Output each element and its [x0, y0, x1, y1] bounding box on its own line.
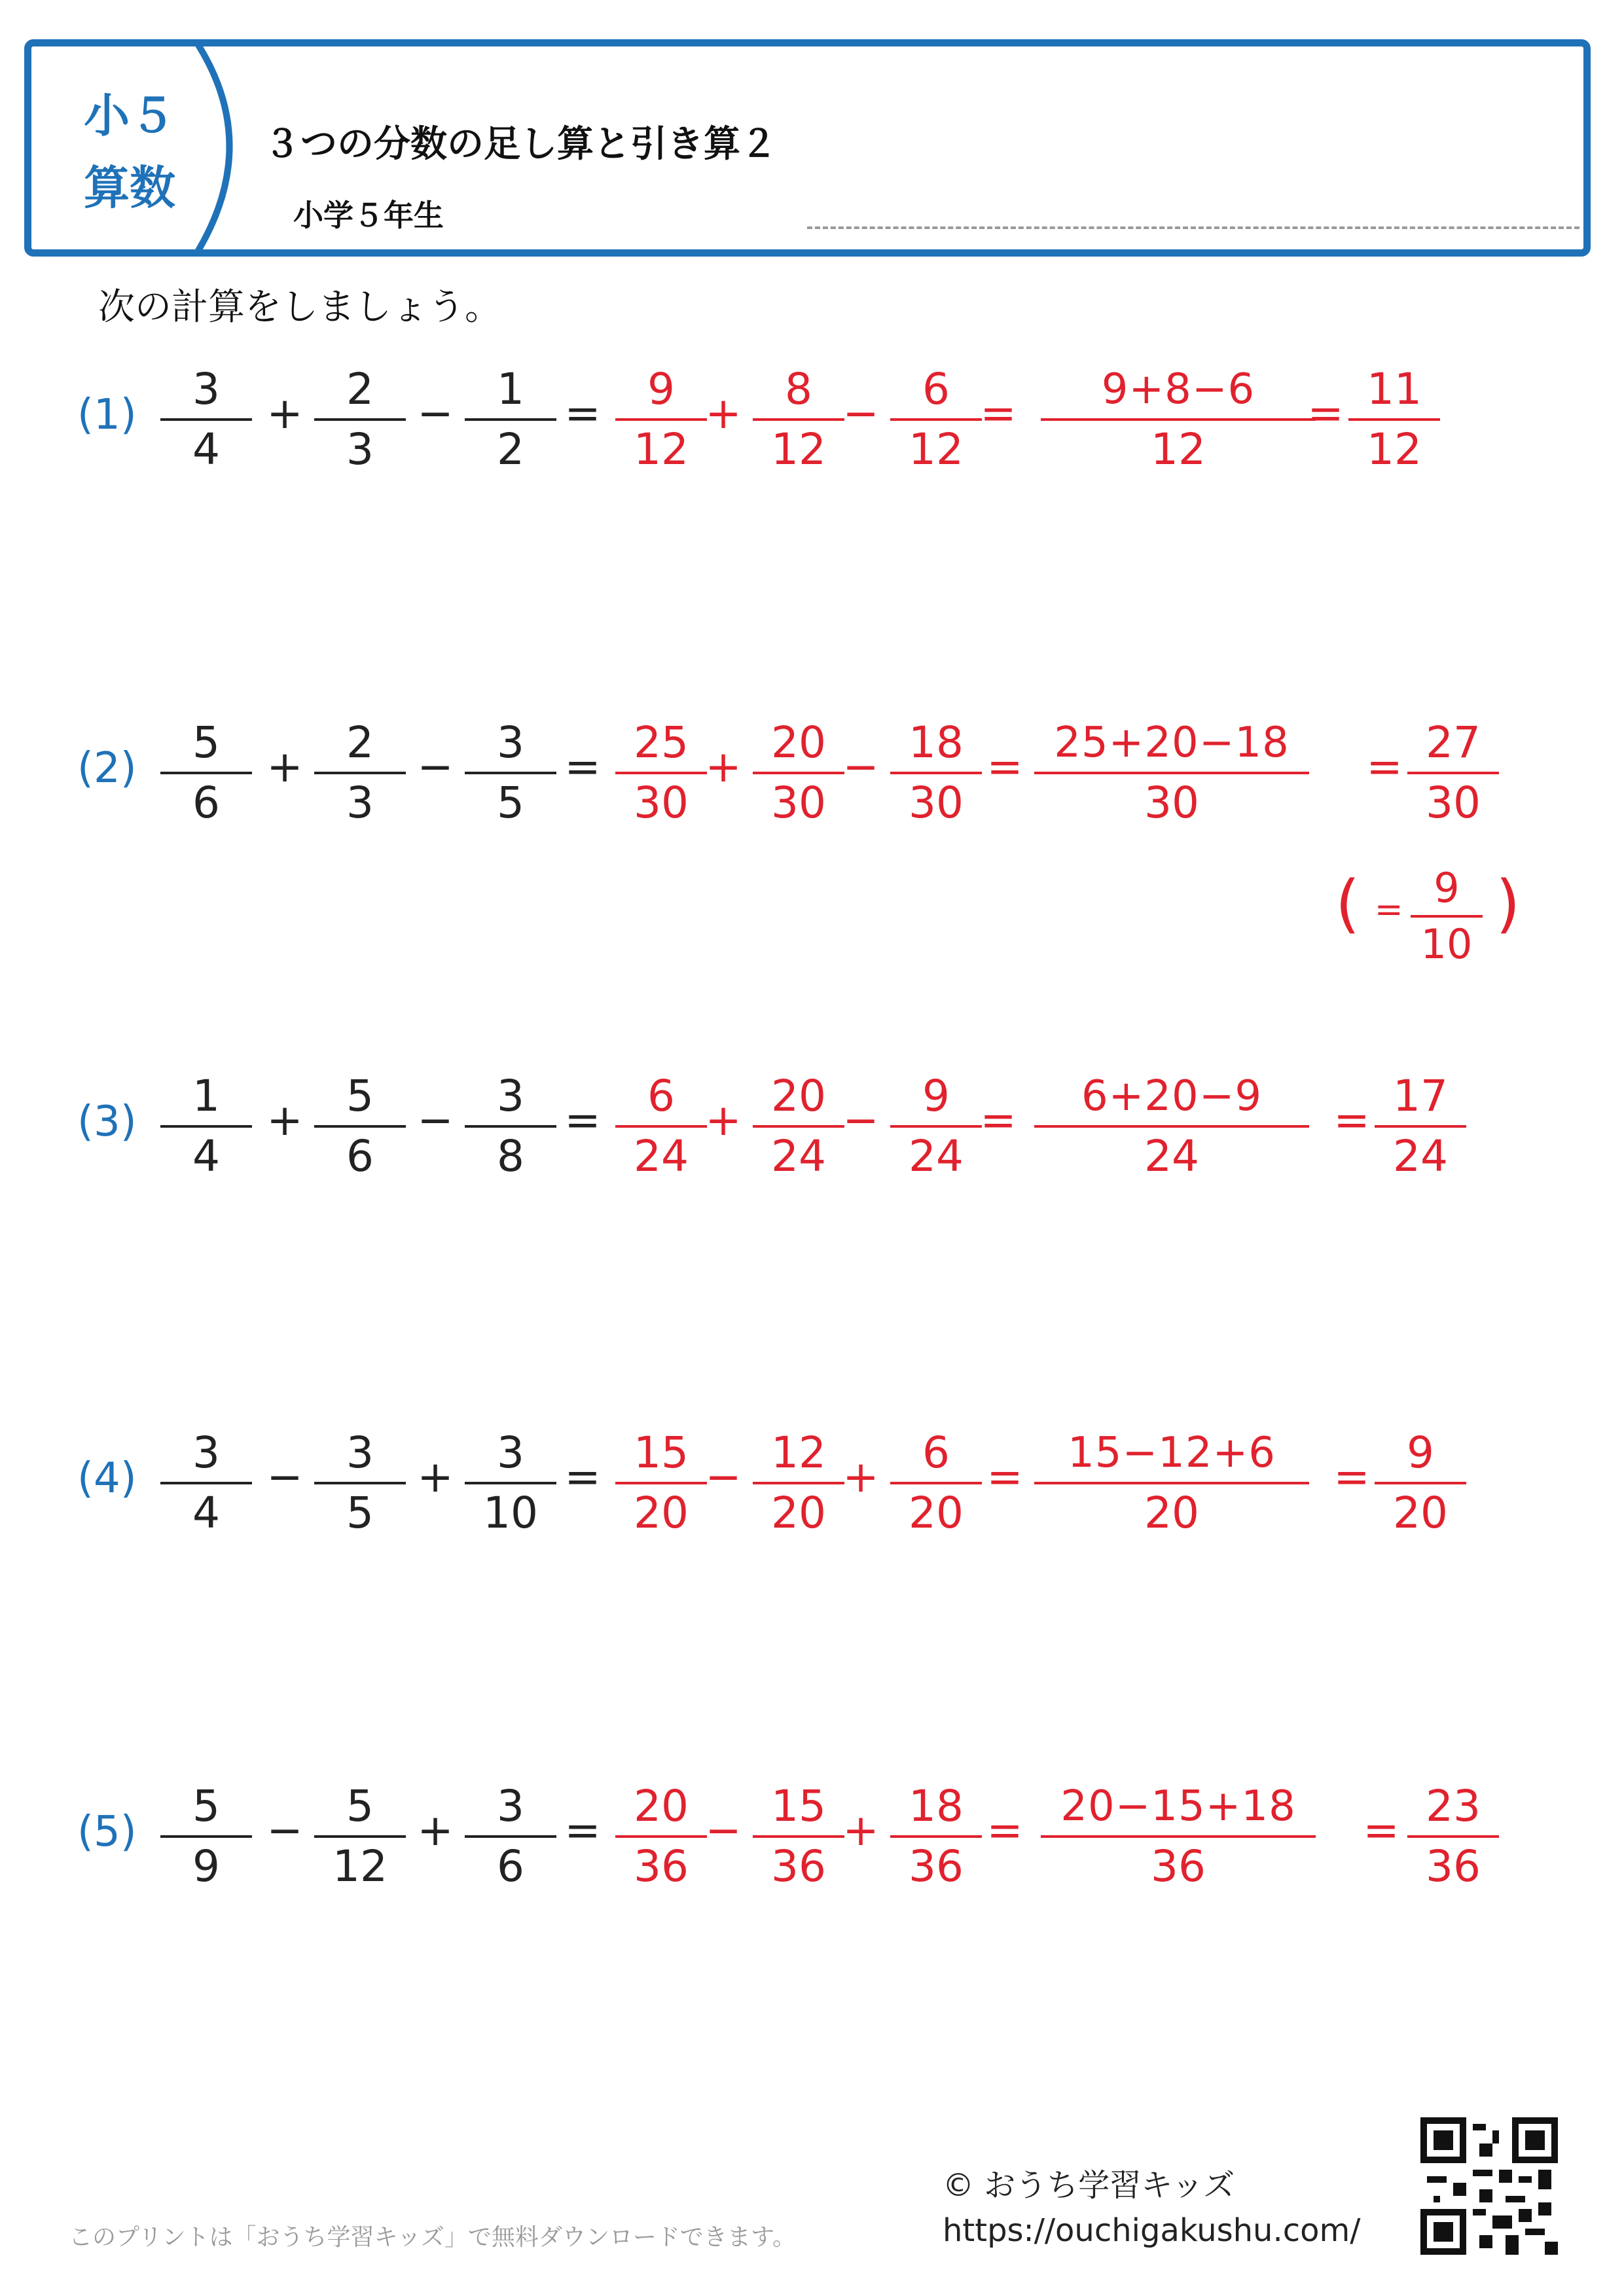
page-title: ３つの分数の足し算と引き算２ — [264, 123, 777, 166]
fraction — [1407, 717, 1499, 829]
fraction — [615, 363, 707, 476]
numerator: 23 — [1426, 1781, 1481, 1831]
numerator: 5 — [192, 1781, 220, 1831]
fraction — [465, 1780, 556, 1893]
fraction-bar — [890, 418, 982, 421]
fraction-bar — [1041, 1835, 1316, 1838]
fraction — [465, 1427, 556, 1539]
fraction — [615, 717, 707, 829]
equals-sign: = — [986, 742, 1023, 792]
fraction — [465, 1070, 556, 1183]
operator: − — [266, 1452, 303, 1502]
denominator: 8 — [497, 1131, 524, 1181]
equals-sign: = — [1333, 1095, 1370, 1145]
fraction-bar — [753, 1125, 844, 1128]
fraction — [1041, 363, 1316, 476]
operator: − — [417, 388, 454, 439]
numerator: 18 — [909, 717, 964, 768]
numerator: 9 — [647, 364, 675, 414]
numerator: 20 — [771, 1071, 826, 1121]
numerator: 3 — [346, 1427, 374, 1478]
denominator: 6 — [192, 778, 220, 828]
fraction-bar — [753, 418, 844, 421]
fraction — [1375, 1070, 1466, 1183]
fraction-bar — [1041, 418, 1316, 421]
denominator: 10 — [1420, 920, 1473, 968]
numerator: 25 — [634, 717, 689, 768]
fraction-bar — [1375, 1125, 1466, 1128]
denominator: 24 — [909, 1131, 964, 1181]
fraction-bar — [1411, 915, 1483, 918]
operator: − — [842, 1095, 879, 1145]
equals-sign: = — [1307, 388, 1344, 439]
fraction — [1407, 1780, 1499, 1893]
fraction-bar — [465, 1482, 556, 1484]
numerator: 20 — [771, 717, 826, 768]
grade-tab-curve — [31, 46, 257, 249]
numerator: 15 — [771, 1781, 826, 1831]
fraction-bar — [615, 1835, 707, 1838]
fraction-bar — [160, 772, 252, 774]
denominator: 24 — [771, 1131, 826, 1181]
subject-label: 算数 — [84, 161, 175, 215]
numerator: 5 — [346, 1071, 374, 1121]
operator: − — [417, 742, 454, 792]
denominator: 36 — [1426, 1841, 1481, 1892]
equals-sign: = — [1363, 1805, 1399, 1856]
numerator: 5 — [346, 1781, 374, 1831]
numerator: 3 — [192, 1427, 220, 1478]
fraction — [160, 1780, 252, 1893]
operator: + — [266, 742, 303, 792]
fraction-bar — [615, 1125, 707, 1128]
fraction-bar — [890, 1125, 982, 1128]
denominator: 20 — [1144, 1488, 1199, 1538]
denominator: 10 — [483, 1488, 538, 1538]
operator: − — [417, 1095, 454, 1145]
denominator: 6 — [346, 1131, 374, 1181]
fraction — [160, 717, 252, 829]
fraction — [160, 1070, 252, 1183]
operator: + — [842, 1805, 879, 1856]
fraction — [314, 1427, 406, 1539]
fraction — [314, 1070, 406, 1183]
fraction — [465, 717, 556, 829]
denominator: 24 — [1393, 1131, 1448, 1181]
problem-row — [0, 717, 1624, 867]
equals-sign: = — [980, 1095, 1017, 1145]
numerator: 1 — [192, 1071, 220, 1121]
fraction — [465, 363, 556, 476]
fraction-bar — [1348, 418, 1440, 421]
fraction-bar — [1407, 1835, 1499, 1838]
numerator: 3 — [497, 1071, 524, 1121]
fraction — [890, 1780, 982, 1893]
operator: + — [266, 388, 303, 439]
fraction — [314, 717, 406, 829]
problem-number: (2) — [77, 744, 137, 793]
fraction-bar — [1375, 1482, 1466, 1484]
denominator: 5 — [497, 778, 524, 828]
numerator: 1 — [497, 364, 524, 414]
fraction-bar — [314, 1125, 406, 1128]
denominator: 24 — [1144, 1131, 1199, 1181]
numerator: 9 — [1434, 864, 1460, 912]
footer-note: このプリントは「おうち学習キッズ」で無料ダウンロードできます。 — [69, 2224, 796, 2251]
numerator: 12 — [771, 1427, 826, 1478]
equals-sign: = — [980, 388, 1017, 439]
fraction-bar — [465, 418, 556, 421]
copyright: © おうち学習キッズ — [943, 2167, 1235, 2204]
numerator: 15 — [634, 1427, 689, 1478]
numerator: 6 — [647, 1071, 675, 1121]
denominator: 30 — [634, 778, 689, 828]
fraction — [753, 1780, 844, 1893]
numerator: 11 — [1367, 364, 1422, 414]
name-write-line — [807, 226, 1579, 229]
equals-sign: = — [564, 1805, 601, 1856]
fraction-bar — [890, 772, 982, 774]
denominator: 12 — [1367, 424, 1422, 475]
denominator: 4 — [192, 424, 220, 475]
fraction — [1041, 1780, 1316, 1893]
fraction — [1034, 1427, 1309, 1539]
equals-sign: = — [986, 1805, 1023, 1856]
header-box — [24, 39, 1591, 257]
denominator: 12 — [1151, 424, 1206, 475]
denominator: 12 — [634, 424, 689, 475]
denominator: 12 — [333, 1841, 388, 1892]
fraction-bar — [160, 1125, 252, 1128]
denominator: 12 — [771, 424, 826, 475]
numerator: 15−12+6 — [1068, 1429, 1276, 1477]
denominator: 6 — [497, 1841, 524, 1892]
fraction-bar — [1034, 1125, 1309, 1128]
fraction-bar — [160, 1835, 252, 1838]
numerator: 8 — [785, 364, 812, 414]
fraction-bar — [615, 418, 707, 421]
fraction-bar — [160, 1482, 252, 1484]
fraction-bar — [465, 1835, 556, 1838]
operator: + — [705, 742, 742, 792]
denominator: 4 — [192, 1131, 220, 1181]
numerator: 6 — [922, 364, 950, 414]
fraction — [160, 1427, 252, 1539]
fraction — [753, 1427, 844, 1539]
denominator: 30 — [1426, 778, 1481, 828]
fraction — [753, 363, 844, 476]
denominator: 2 — [497, 424, 524, 475]
site-url[interactable]: https://ouchigakushu.com/ — [943, 2212, 1361, 2249]
fraction — [1375, 1427, 1466, 1539]
fraction-bar — [314, 418, 406, 421]
numerator: 3 — [497, 717, 524, 768]
fraction-bar — [890, 1482, 982, 1484]
fraction-bar — [160, 418, 252, 421]
fraction-bar — [753, 1835, 844, 1838]
problem-row — [0, 1070, 1624, 1221]
problem-number: (5) — [77, 1808, 137, 1856]
numerator: 2 — [346, 364, 374, 414]
fraction-bar — [890, 1835, 982, 1838]
fraction-bar — [314, 1482, 406, 1484]
equals-sign: = — [1366, 742, 1403, 792]
numerator: 25+20−18 — [1054, 719, 1290, 767]
fraction-bar — [465, 1125, 556, 1128]
denominator: 9 — [192, 1841, 220, 1892]
denominator: 20 — [1393, 1488, 1448, 1538]
denominator: 30 — [1144, 778, 1199, 828]
denominator: 36 — [909, 1841, 964, 1892]
fraction — [753, 1070, 844, 1183]
operator: + — [417, 1805, 454, 1856]
page-subtitle: 小学５年生 — [293, 198, 444, 233]
denominator: 5 — [346, 1488, 374, 1538]
operator: − — [266, 1805, 303, 1856]
simplified-answer — [1335, 864, 1532, 975]
equals-sign: = — [564, 1095, 601, 1145]
fraction — [160, 363, 252, 476]
denominator: 30 — [909, 778, 964, 828]
operator: + — [266, 1095, 303, 1145]
numerator: 2 — [346, 717, 374, 768]
fraction — [890, 1427, 982, 1539]
close-paren: ) — [1496, 867, 1521, 941]
fraction — [890, 1070, 982, 1183]
fraction — [615, 1427, 707, 1539]
equals-sign: = — [564, 388, 601, 439]
equals-sign: = — [1333, 1452, 1370, 1502]
denominator: 3 — [346, 424, 374, 475]
equals-sign: = — [564, 742, 601, 792]
operator: − — [842, 742, 879, 792]
fraction — [753, 717, 844, 829]
numerator: 5 — [192, 717, 220, 768]
equals-sign: = — [564, 1452, 601, 1502]
denominator: 20 — [909, 1488, 964, 1538]
fraction-bar — [314, 772, 406, 774]
fraction-bar — [314, 1835, 406, 1838]
fraction-bar — [1034, 1482, 1309, 1484]
operator: − — [842, 388, 879, 439]
problem-row — [0, 1427, 1624, 1577]
fraction — [890, 363, 982, 476]
operator: − — [705, 1805, 742, 1856]
problem-number: (3) — [77, 1098, 137, 1146]
numerator: 9 — [922, 1071, 950, 1121]
fraction — [1034, 1070, 1309, 1183]
grade-tab — [31, 46, 257, 249]
fraction — [314, 1780, 406, 1893]
fraction — [615, 1780, 707, 1893]
numerator: 27 — [1426, 717, 1481, 768]
fraction-bar — [615, 772, 707, 774]
operator: + — [417, 1452, 454, 1502]
denominator: 4 — [192, 1488, 220, 1538]
fraction — [1034, 717, 1309, 829]
denominator: 20 — [771, 1488, 826, 1538]
fraction — [314, 363, 406, 476]
numerator: 20 — [634, 1781, 689, 1831]
denominator: 3 — [346, 778, 374, 828]
numerator: 18 — [909, 1781, 964, 1831]
fraction — [890, 717, 982, 829]
problem-number: (4) — [77, 1454, 137, 1503]
equals-sign: = — [1375, 890, 1403, 929]
numerator: 6+20−9 — [1081, 1072, 1263, 1121]
open-paren: ( — [1335, 867, 1360, 941]
fraction-bar — [753, 772, 844, 774]
numerator: 3 — [192, 364, 220, 414]
numerator: 9+8−6 — [1101, 365, 1255, 414]
equals-sign: = — [986, 1452, 1023, 1502]
fraction — [1348, 363, 1440, 476]
fraction-bar — [465, 772, 556, 774]
fraction-bar — [753, 1482, 844, 1484]
numerator: 17 — [1393, 1071, 1448, 1121]
denominator: 36 — [634, 1841, 689, 1892]
fraction — [1411, 864, 1483, 969]
operator: + — [705, 388, 742, 439]
denominator: 12 — [909, 424, 964, 475]
problem-row — [0, 363, 1624, 514]
problem-row — [0, 1780, 1624, 1931]
operator: + — [842, 1452, 879, 1502]
denominator: 20 — [634, 1488, 689, 1538]
qr-code-icon[interactable] — [1420, 2117, 1558, 2255]
operator: − — [705, 1452, 742, 1502]
fraction-bar — [615, 1482, 707, 1484]
fraction — [615, 1070, 707, 1183]
instruction: 次の計算をしましょう。 — [98, 286, 501, 329]
denominator: 24 — [634, 1131, 689, 1181]
denominator: 36 — [771, 1841, 826, 1892]
denominator: 30 — [771, 778, 826, 828]
grade-label: 小５ — [84, 89, 175, 143]
numerator: 9 — [1407, 1427, 1434, 1478]
fraction-bar — [1034, 772, 1309, 774]
numerator: 20−15+18 — [1060, 1782, 1296, 1831]
fraction-bar — [1407, 772, 1499, 774]
denominator: 36 — [1151, 1841, 1206, 1892]
numerator: 3 — [497, 1427, 524, 1478]
problem-number: (1) — [77, 391, 137, 439]
operator: + — [705, 1095, 742, 1145]
numerator: 3 — [497, 1781, 524, 1831]
numerator: 6 — [922, 1427, 950, 1478]
